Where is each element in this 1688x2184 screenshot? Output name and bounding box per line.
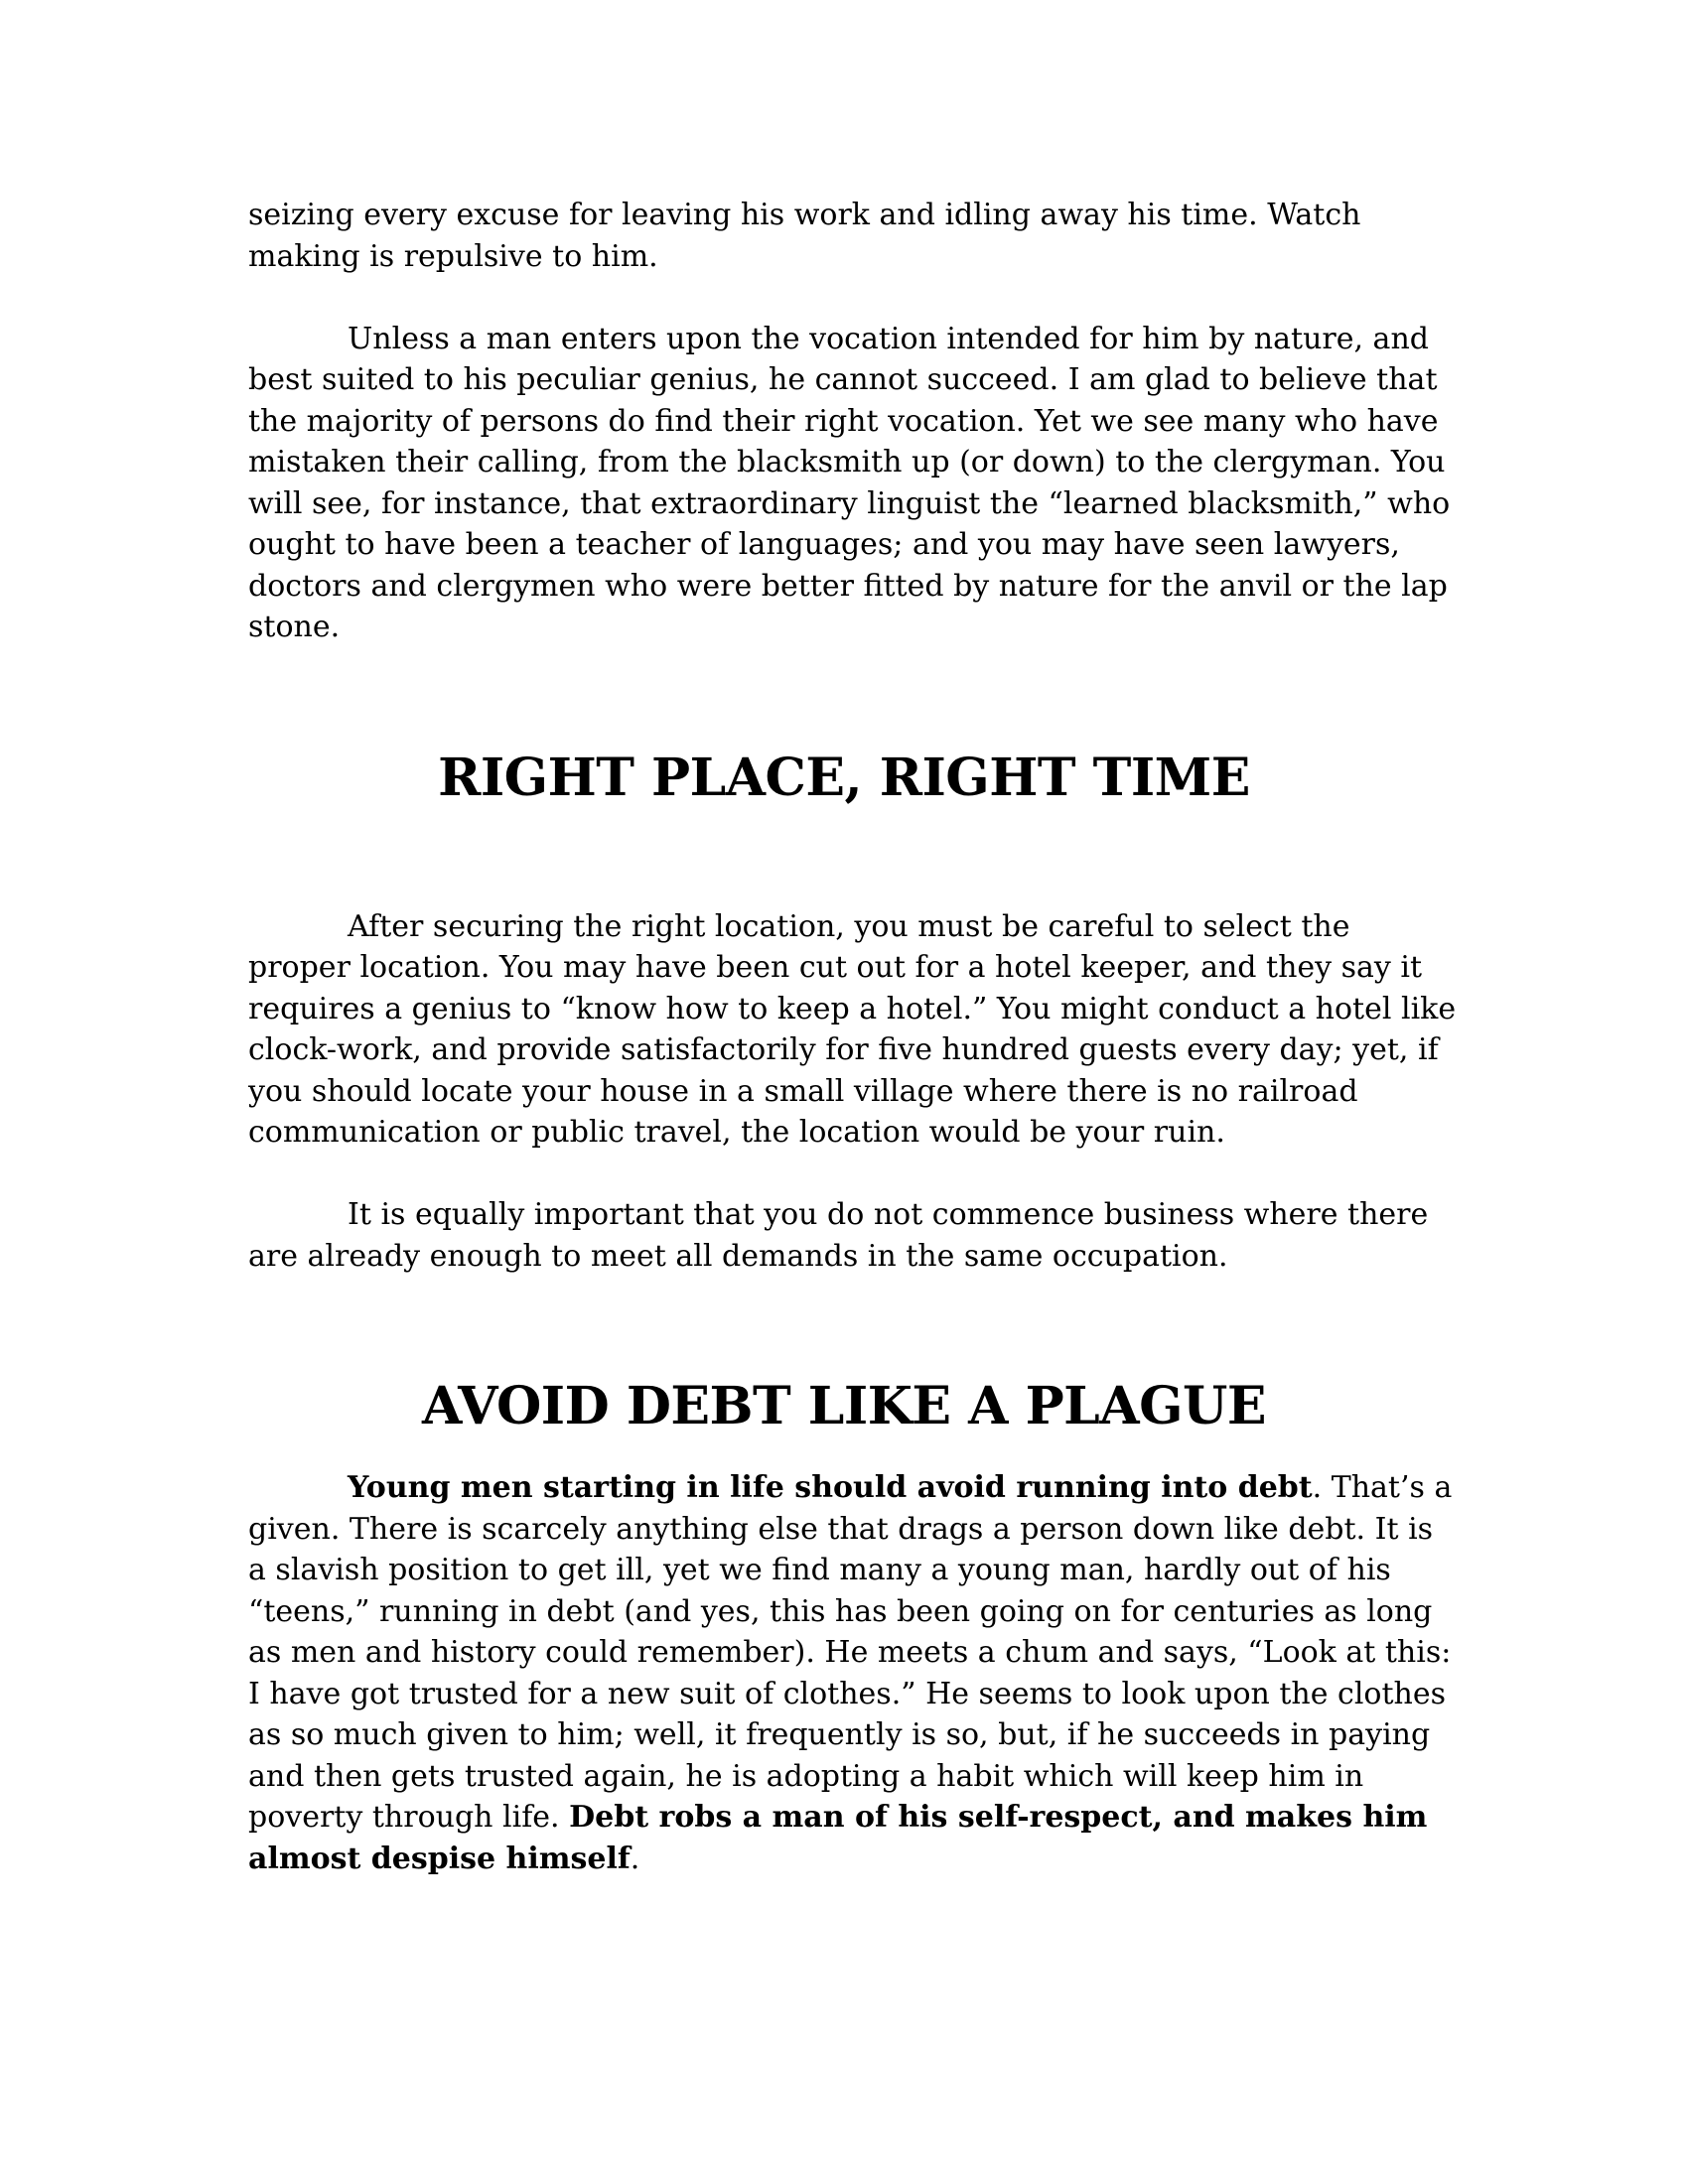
section-heading-avoid-debt: AVOID DEBT LIKE A PLAGUE	[422, 1376, 1266, 1436]
paragraph-continuation: seizing every excuse for leaving his work and idling away his time. Watch making is repulsive to him.	[248, 198, 1361, 274]
document-page	[248, 195, 1460, 1879]
debt-body-text: . That’s a given. There is scarcely anything else that drags a person down like debt. It is a slavish position to get ill, yet we find many a young man, hardly out of his “teens,” running in debt (and yes, this has been going on for centuries as long as men and history could remember). He meets a chum and says, “Look at this: I have got trusted for a new suit of clothes.” He seems to look upon the clothes as so much given to him; well, it frequently is so, but, if he succeeds in paying and then gets trusted again, he is adopting a habit which will keep him in poverty through life.	[248, 1470, 1453, 1835]
paragraph-location: After securing the right location, you must be careful to select the proper location. You may have been cut out for a hotel keeper, and they say it requires a genius to “know how to keep a hotel.” You might conduct a hotel like clock-work, and provide satisfactorily for five hundred guests every day; yet, if you should locate your house in a small village where there is no railroad communication or public travel, the location would be your ruin.	[248, 908, 1457, 1150]
paragraph-competition: It is equally important that you do not commence business where there are already enough to meet all demands in the same occupation.	[248, 1197, 1429, 1274]
bold-tail-text: Debt robs a man of his self-respect, and makes him almost despise himself	[248, 1800, 1428, 1876]
paragraph-vocation: Unless a man enters upon the vocation intended for him by nature, and best suited to his peculiar genius, he cannot succeed. I am glad to believe that the majority of persons do find their right vocation. Yet we see many who have mistaken their calling, from the blacksmith up (or down) to the clergyman. You will see, for instance, that extraordinary linguist the “learned blacksmith,” who ought to have been a teacher of languages; and you may have seen lawyers, doctors and clergymen who were better fitted by nature for the anvil or the lap stone.	[248, 321, 1451, 644]
bold-lead-text: Young men starting in life should avoid running into debt	[348, 1470, 1313, 1505]
paragraph-debt	[248, 1467, 1460, 1879]
debt-end-text: .	[630, 1841, 640, 1876]
section-heading-right-place: RIGHT PLACE, RIGHT TIME	[438, 747, 1250, 808]
